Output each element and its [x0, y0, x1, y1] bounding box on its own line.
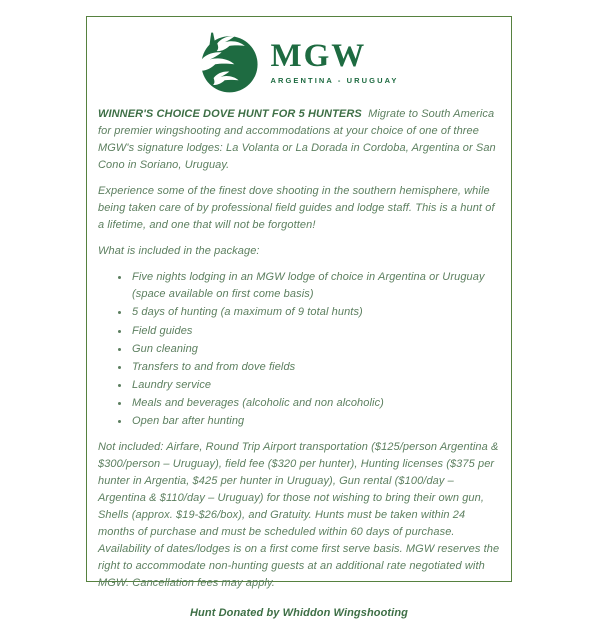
included-list — [98, 269, 500, 429]
document-frame — [86, 16, 512, 620]
list-item: • Gun cleaning — [130, 341, 500, 358]
list-item: • Laundry service — [130, 377, 500, 394]
list-item: • Meals and beverages (alcoholic and non alcoholic) — [130, 395, 500, 412]
included-label: What is included in the package: — [98, 245, 260, 258]
donation-credit: Hunt Donated by Whiddon Wingshooting — [190, 607, 408, 620]
list-item: • Five nights lodging in an MGW lodge of choice in Argentina or Uruguay (space available on first come basis) — [130, 269, 500, 303]
brand-tagline: ARGENTINA - URUGUAY — [270, 75, 399, 85]
intro-heading: WINNER'S CHOICE DOVE HUNT FOR 5 HUNTERS — [98, 108, 362, 120]
document-body — [87, 106, 511, 622]
experience-paragraph: Experience some of the finest dove shooting in the southern hemisphere, while being taken care of by professional field guides and lodge staff. This is a hunt of a lifetime, and one that will not be forgotten! — [98, 185, 495, 232]
doves-logo-icon — [199, 32, 260, 93]
not-included-paragraph: Not included: Airfare, Round Trip Airport transportation ($125/person Argentina & $300/person – Uruguay), field fee ($320 per hunter), Hunting licenses ($375 per hunter in Argentia, $425 per hunter in Uruguay), Gun rental ($100/day – Argentina & $110/day – Uruguay) for those not wishing to bring their own gun, Shells (approx. $19-$26/box), and Gratuity. Hunts must be taken within 24 months of purchase and must be scheduled within 60 days of purchase. Availability of dates/lodges is on a first come first serve basis. MGW reserves the right to accommodate non-hunting guests at an additional rate negotiated with MGW. Cancellation fees may apply. — [98, 440, 500, 590]
mgw-logo — [87, 31, 511, 93]
list-item: • 5 days of hunting (a maximum of 9 total hunts) — [130, 304, 500, 321]
mgw-wordmark — [270, 37, 399, 85]
intro-text: Migrate to South America for premier wingshooting and accommodations at your choice of one of three MGW's signature lodges: La Volanta or La Dorada in Cordoba, Argentina or San Cono in Soriano, Uruguay. — [98, 108, 496, 172]
list-item: • Field guides — [130, 323, 500, 340]
list-item: • Open bar after hunting — [130, 413, 500, 430]
brand-name: MGW — [270, 37, 367, 74]
list-item: • Transfers to and from dove fields — [130, 359, 500, 376]
intro-paragraph — [98, 106, 500, 174]
